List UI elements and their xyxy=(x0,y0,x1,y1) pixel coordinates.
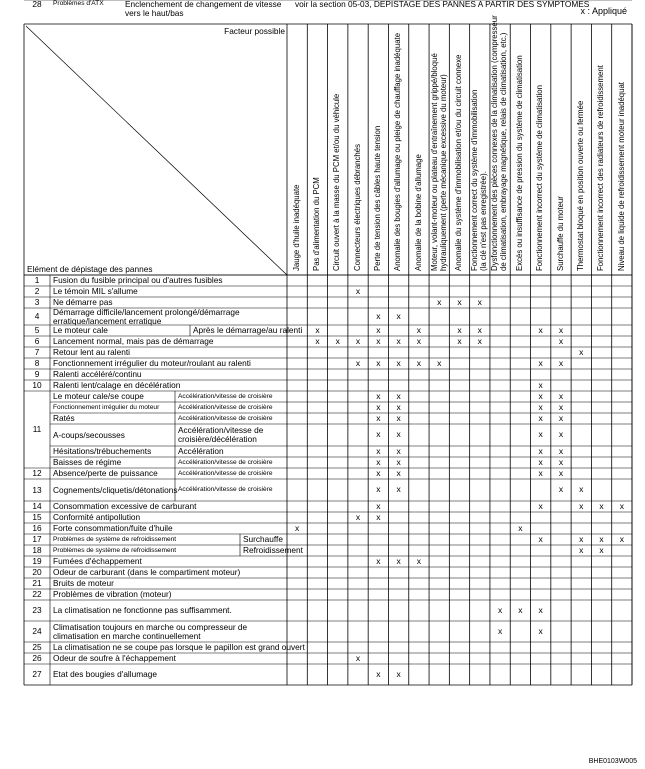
applied-mark: x xyxy=(619,500,624,511)
applied-mark: x xyxy=(477,296,482,307)
row-label: Absence/perte de puissance xyxy=(53,468,158,478)
row-label: Problèmes d'ATX xyxy=(53,0,104,7)
row-number: 12 xyxy=(32,468,42,478)
applied-mark: x xyxy=(599,544,604,555)
row-number: 18 xyxy=(32,545,42,555)
column-header: Thermostat bloqué en position ouverte ou fermée xyxy=(575,100,585,271)
row-number: 5 xyxy=(34,325,40,335)
row-label: Hésitations/trébuchements xyxy=(53,446,152,456)
applied-mark: x xyxy=(376,484,381,494)
row-sublabel: Accélération/vitesse de croisière xyxy=(178,458,273,466)
applied-mark: x xyxy=(396,456,401,467)
row-number: 22 xyxy=(32,589,42,599)
applied-mark: x xyxy=(376,456,381,467)
row-label: Baisses de régime xyxy=(53,457,122,467)
applied-mark: x xyxy=(335,335,340,346)
row-label: Ralenti lent/calage en décélération xyxy=(53,380,181,390)
applied-mark: x xyxy=(376,324,381,335)
row-number: 6 xyxy=(34,336,40,346)
applied-mark: x xyxy=(376,467,381,478)
row-number: 3 xyxy=(34,297,40,307)
row-number: 27 xyxy=(32,669,42,679)
applied-mark: x xyxy=(396,668,401,679)
applied-mark: x xyxy=(416,324,422,335)
row-number: 19 xyxy=(32,556,42,566)
applied-mark: x xyxy=(396,335,401,346)
applied-mark: x xyxy=(376,390,381,401)
applied-mark: x xyxy=(518,604,523,615)
applied-mark: x xyxy=(396,484,401,494)
applied-mark: x xyxy=(497,625,503,636)
legend: x : Appliqué xyxy=(580,6,627,16)
column-header: Excès ou insuffisance de pression du système de climatisation xyxy=(515,55,525,271)
row-sublabel: Accélération/vitesse de croisière xyxy=(178,403,273,411)
applied-mark: x xyxy=(376,310,381,321)
row-number: 20 xyxy=(32,567,42,577)
column-header: Niveau de liquide de refroidissement moteur inadéquat xyxy=(616,82,626,271)
applied-mark: x xyxy=(437,296,442,307)
applied-mark: x xyxy=(538,429,543,439)
applied-mark: x xyxy=(538,625,543,636)
row-number: 1 xyxy=(34,275,40,285)
row-label: Etat des bougies d'allumage xyxy=(53,669,157,679)
applied-mark: x xyxy=(396,467,401,478)
applied-mark: x xyxy=(538,445,543,456)
applied-mark: x xyxy=(619,533,624,544)
row-number: 17 xyxy=(32,534,42,544)
row-number: 16 xyxy=(32,523,42,533)
row-note: voir la section 05-03, DEPISTAGE DES PANNES A PARTIR DES SYMPTOMES xyxy=(295,0,590,9)
applied-mark: x xyxy=(579,346,584,357)
row-number: 10 xyxy=(32,380,42,390)
applied-mark: x xyxy=(376,401,381,412)
applied-mark: x xyxy=(416,555,422,566)
column-header: Surchauffe du moteur xyxy=(555,196,565,271)
applied-mark: x xyxy=(558,390,564,401)
column-header: Fonctionnement incorrect des radiateurs de refroidissement xyxy=(596,65,606,271)
applied-mark: x xyxy=(457,296,462,307)
applied-mark: x xyxy=(599,533,604,544)
row-label: Retour lent au ralenti xyxy=(53,347,131,357)
applied-mark: x xyxy=(538,324,543,335)
figure-id: BHE0103W005 xyxy=(588,758,637,765)
applied-mark: x xyxy=(416,335,422,346)
applied-mark: x xyxy=(538,379,543,390)
row-number: 8 xyxy=(34,358,40,368)
row-number: 11 xyxy=(32,424,42,434)
column-header: Anomalie de la bobine d'allumage xyxy=(413,154,423,271)
row-label: Odeur de carburant (dans le compartiment moteur) xyxy=(53,567,241,577)
applied-mark: x xyxy=(295,522,300,533)
row-sublabel: Après le démarrage/au ralenti xyxy=(193,325,303,335)
row-number: 24 xyxy=(32,626,42,636)
row-number: 13 xyxy=(32,484,42,495)
column-header: Fonctionnement incorrect du système de climatisation xyxy=(535,85,545,271)
row-label: Fumées d'échappement xyxy=(53,556,142,566)
row-label: Le témoin MIL s'allume xyxy=(53,286,138,296)
row-number: 26 xyxy=(32,653,42,663)
row-label: Démarrage difficile/lancement prolongé/démarrage erratique/lancement erratique xyxy=(53,306,240,326)
applied-mark: x xyxy=(396,412,401,423)
applied-mark: x xyxy=(396,310,401,321)
applied-mark: x xyxy=(558,445,564,456)
row-number: 9 xyxy=(34,369,40,379)
row-label: La climatisation ne se coupe pas lorsque le papillon est grand ouvert xyxy=(53,642,305,652)
row-number: 28 xyxy=(32,0,42,9)
row-label: La climatisation ne fonctionne pas suffisamment. xyxy=(53,605,232,615)
applied-mark: x xyxy=(538,604,543,615)
row-sublabel: Surchauffe xyxy=(243,534,283,544)
row-number: 15 xyxy=(32,512,42,522)
row-number: 21 xyxy=(32,578,42,588)
applied-mark: x xyxy=(558,335,564,346)
row-label: Ralenti accéléré/continu xyxy=(53,369,142,379)
row-label: Le moteur cale/se coupe xyxy=(53,391,144,401)
factor-title: Facteur possible xyxy=(224,25,285,36)
applied-mark: x xyxy=(396,429,401,439)
row-label: Consommation excessive de carburant xyxy=(53,501,197,511)
column-header: Circuit ouvert à la masse du PCM et/ou du véhicule xyxy=(332,93,342,271)
applied-mark: x xyxy=(579,544,584,555)
applied-mark: x xyxy=(416,357,422,368)
applied-mark: x xyxy=(376,429,381,439)
row-label: A-coups/secousses xyxy=(53,429,125,440)
row-label: Problèmes de vibration (moteur) xyxy=(53,589,172,599)
row-label: Lancement normal, mais pas de démarrage xyxy=(53,336,214,346)
applied-mark: x xyxy=(558,412,564,423)
row-sublabel: Accélération/vitesse de croisière/décélération xyxy=(178,425,264,444)
applied-mark: x xyxy=(457,324,462,335)
column-header: Anomalie des bougies d'allumage ou pleige de chauffage inadéquate xyxy=(393,32,403,271)
applied-mark: x xyxy=(315,324,320,335)
row-sublabel: Enclenchement de changement de vitesse vers le haut/bas xyxy=(125,0,282,18)
applied-mark: x xyxy=(538,500,543,511)
row-sublabel: Accélération/vitesse de croisière xyxy=(178,414,273,422)
row-sublabel: Accélération/vitesse de croisière xyxy=(178,469,273,477)
applied-mark: x xyxy=(376,555,381,566)
applied-mark: x xyxy=(315,335,320,346)
row-label: Climatisation toujours en marche ou compresseur de climatisation en marche continuellement xyxy=(53,621,248,641)
applied-mark: x xyxy=(355,335,361,346)
element-title: Elément de dépistage des pannes xyxy=(27,263,153,274)
applied-mark: x xyxy=(538,456,543,467)
row-label: Fonctionnement irrégulier du moteur xyxy=(53,403,160,411)
row-label: Odeur de soufre à l'échappement xyxy=(53,653,176,663)
applied-mark: x xyxy=(538,412,543,423)
applied-mark: x xyxy=(579,500,584,511)
applied-mark: x xyxy=(579,533,584,544)
column-header: Moteur, volant-moteur ou plateau d'entraînement grippé/bloqué hydrauliquement (perte mécanique excessive du moteur) xyxy=(429,53,448,271)
applied-mark: x xyxy=(376,511,381,522)
applied-mark: x xyxy=(457,335,462,346)
applied-mark: x xyxy=(437,357,442,368)
applied-mark: x xyxy=(376,335,381,346)
applied-mark: x xyxy=(538,533,543,544)
applied-mark: x xyxy=(538,357,543,368)
column-header: Perte de tension des câbles haute tension xyxy=(373,125,383,271)
applied-mark: x xyxy=(376,668,381,679)
row-label: Ratés xyxy=(53,413,75,423)
column-header: Fonctionnement correct du système d'immobilisation (la clé n'est pas enregistrée). xyxy=(470,89,488,271)
row-label: Le moteur cale xyxy=(53,325,108,335)
row-number: 25 xyxy=(32,642,42,652)
applied-mark: x xyxy=(477,335,482,346)
applied-mark: x xyxy=(355,652,361,663)
applied-mark: x xyxy=(376,357,381,368)
applied-mark: x xyxy=(579,484,584,494)
applied-mark: x xyxy=(558,456,564,467)
applied-mark: x xyxy=(497,604,503,615)
applied-mark: x xyxy=(376,412,381,423)
applied-mark: x xyxy=(396,555,401,566)
applied-mark: x xyxy=(396,357,401,368)
row-number: 14 xyxy=(32,501,42,511)
column-header: Anomalie du système d'immobilisation et/ou du circuit connexe xyxy=(454,54,464,271)
row-label: Cognements/cliquetis/détonations xyxy=(53,484,178,495)
row-label: Problèmes de système de refroidissement xyxy=(53,535,177,543)
applied-mark: x xyxy=(355,357,361,368)
applied-mark: x xyxy=(558,484,564,494)
applied-mark: x xyxy=(396,401,401,412)
row-sublabel: Accélération xyxy=(178,446,224,456)
applied-mark: x xyxy=(558,357,564,368)
column-header: Connecteurs électriques débranchés xyxy=(352,144,362,271)
row-label: Ne démarre pas xyxy=(53,297,113,307)
applied-mark: x xyxy=(558,429,564,439)
applied-mark: x xyxy=(355,285,361,296)
applied-mark: x xyxy=(558,467,564,478)
applied-mark: x xyxy=(355,511,361,522)
row-sublabel: Accélération/vitesse de croisière xyxy=(178,392,273,400)
applied-mark: x xyxy=(376,445,381,456)
row-label: Fonctionnement irrégulier du moteur/roulant au ralenti xyxy=(53,358,251,368)
row-number: 7 xyxy=(34,347,40,357)
applied-mark: x xyxy=(396,390,401,401)
row-label: Fusion du fusible principal ou d'autres fusibles xyxy=(53,275,223,285)
applied-mark: x xyxy=(538,467,543,478)
applied-mark: x xyxy=(376,500,381,511)
row-sublabel: Refroidissement xyxy=(243,545,303,555)
applied-mark: x xyxy=(538,390,543,401)
row-label: Forte consommation/fuite d'huile xyxy=(53,523,173,533)
row-label: Conformité antipollution xyxy=(53,512,141,522)
row-label: Bruits de moteur xyxy=(53,578,114,588)
applied-mark: x xyxy=(538,401,543,412)
applied-mark: x xyxy=(518,522,523,533)
column-header: Pas d'alimentation du PCM xyxy=(312,177,322,271)
applied-mark: x xyxy=(396,445,401,456)
row-number: 2 xyxy=(34,286,40,296)
row-number: 23 xyxy=(32,605,42,615)
row-label: Problèmes de système de refroidissement xyxy=(53,546,177,554)
applied-mark: x xyxy=(558,401,564,412)
applied-mark: x xyxy=(477,324,482,335)
row-sublabel: Accélération/vitesse de croisière xyxy=(178,486,273,494)
applied-mark: x xyxy=(558,324,564,335)
column-header: Dysfonctionnement des pièces connexes de la climatisation (compresseur de climatisation, embrayage magnétique, relais de climatisation, etc.) xyxy=(490,15,509,271)
column-header: Jauge d'huile inadéquate xyxy=(291,184,301,271)
row-number: 4 xyxy=(34,311,40,321)
applied-mark: x xyxy=(599,500,604,511)
